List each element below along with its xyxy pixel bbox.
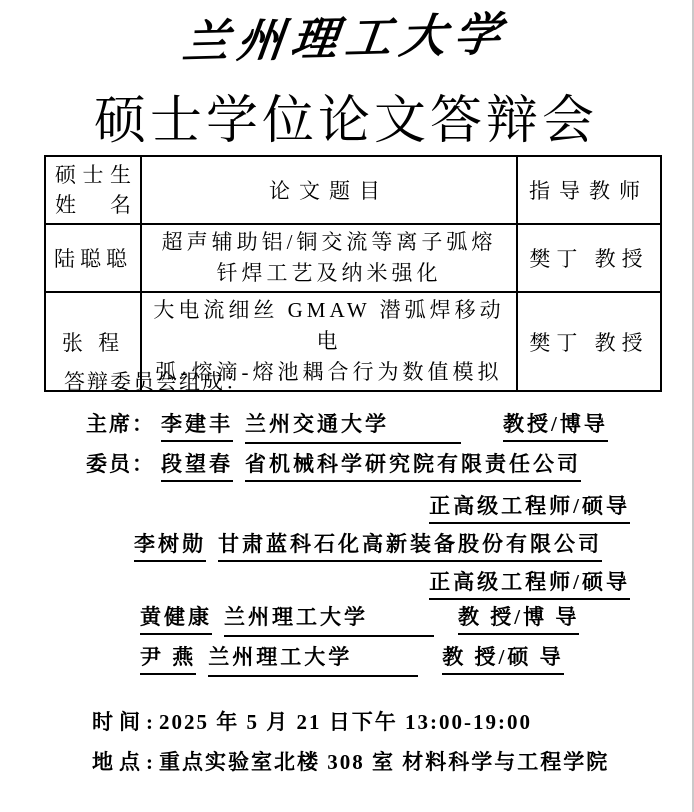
time-value: 2025 年 5 月 21 日下午 13:00-19:00	[159, 710, 532, 734]
member-title: 教 授/博 导	[458, 605, 579, 635]
table-row	[45, 224, 661, 292]
thesis-title-line1: 大电流细丝 GMAW 潜弧焊移动电	[153, 298, 505, 353]
committee-member-line	[86, 448, 581, 478]
student-name: 陆聪聪	[45, 224, 141, 292]
committee-member-title-line	[0, 566, 630, 596]
member-name: 段望春	[161, 452, 233, 482]
thesis-title-line2: 弧-熔滴-熔池耦合行为数值模拟	[155, 360, 503, 384]
time-line	[92, 706, 532, 736]
thesis-title-line1: 超声辅助铝/铜交流等离子弧熔	[161, 230, 497, 254]
committee-member-line	[140, 601, 579, 637]
member-name: 黄健康	[140, 605, 212, 635]
committee-member-line	[134, 528, 602, 558]
header-advisor: 指导教师	[517, 156, 661, 224]
member-organization: 省机械科学研究院有限责任公司	[245, 452, 581, 482]
committee-member-line	[140, 641, 564, 677]
member-organization: 兰州理工大学	[224, 601, 434, 637]
university-logo-calligraphy: 兰州理工大学	[180, 8, 512, 69]
member-title: 正高级工程师/硕导	[429, 494, 630, 524]
committee-member-title-line	[0, 490, 630, 520]
thesis-title-line2: 钎焊工艺及纳米强化	[216, 261, 442, 285]
committee-section-heading: 答辩委员会组成：	[64, 370, 248, 394]
member-organization: 甘肃蓝科石化高新装备股份有限公司	[218, 532, 602, 562]
page-title: 硕士学位论文答辩会	[93, 93, 598, 150]
header-student-name-line1: 硕士生	[55, 163, 131, 187]
header-student-name	[45, 156, 141, 224]
member-name: 李树勋	[134, 532, 206, 562]
place-label: 地点:	[92, 750, 159, 774]
place-value: 重点实验室北楼 308 室 材料科学与工程学院	[159, 750, 610, 774]
table-header-row	[45, 156, 661, 224]
advisor-name: 樊丁 教授	[517, 224, 661, 292]
students-table	[44, 155, 662, 392]
advisor-name: 樊丁 教授	[517, 292, 661, 391]
time-label: 时间:	[92, 710, 159, 734]
chair-organization: 兰州交通大学	[245, 408, 461, 444]
member-title: 正高级工程师/硕导	[429, 570, 630, 600]
chair-label: 主席：	[86, 412, 155, 436]
member-name: 尹 燕	[140, 645, 196, 675]
chair-name: 李建丰	[161, 412, 233, 442]
committee-chair-line	[86, 408, 608, 444]
header-thesis-title: 论文题目	[141, 156, 517, 224]
header-student-name-line2: 姓名	[55, 193, 131, 217]
place-line	[92, 746, 609, 776]
member-title: 教 授/硕 导	[442, 645, 563, 675]
member-organization: 兰州理工大学	[208, 641, 418, 677]
member-label: 委员：	[86, 452, 155, 476]
student-name: 张 程	[45, 292, 141, 391]
thesis-title	[141, 224, 517, 292]
chair-title: 教授/博导	[503, 412, 608, 442]
